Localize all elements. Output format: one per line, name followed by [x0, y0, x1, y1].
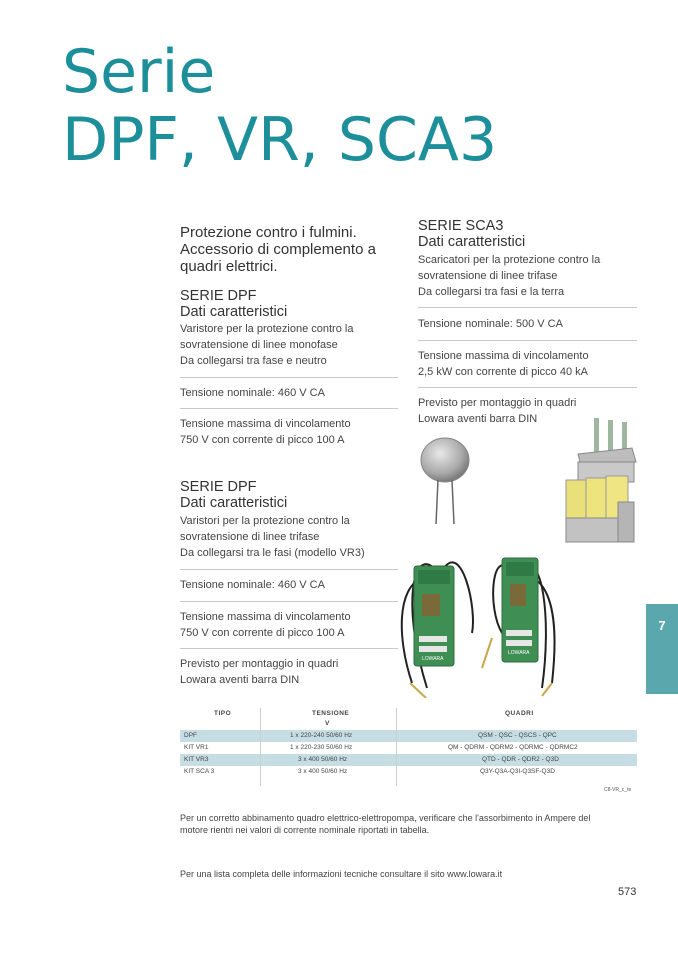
- title-line-1: Serie: [62, 37, 216, 107]
- vr-modules-image: [392, 548, 562, 698]
- footer-note: Per una lista completa delle informazioni tecniche consultare il sito www.lowara.it: [180, 869, 503, 879]
- table-row: DPF 1 x 220-240 50/60 Hz QSM - QSC - QSCS - QPC: [180, 730, 637, 742]
- sca3-max: Tensione massima di vincolamento 2,5 kW con corrente di picco 40 kA: [418, 350, 589, 378]
- dpf1-nominal: Tensione nominale: 460 V CA: [180, 387, 325, 399]
- chapter-number: 7: [658, 618, 666, 633]
- intro-text: Protezione contro i fulmini. Accessorio di complemento a quadri elettrici.: [180, 224, 376, 275]
- table-row: KIT SCA 3 3 x 400 50/60 Hz Q3Y-Q3A-Q3I-Q3SF-Q3D: [184, 768, 555, 775]
- table-row: KIT VR3 3 x 400 50/60 Hz QTD - QDR - QDR2 - Q3D: [180, 754, 637, 766]
- dpf2-nominal: Tensione nominale: 460 V CA: [180, 579, 325, 591]
- title-line-2: DPF, VR, SCA3: [62, 105, 498, 175]
- chapter-tab: [646, 604, 678, 694]
- sca3-description: Scaricatori per la protezione contro la sovratensione di linee trifase Da collegarsi tra fasi e la terra: [418, 254, 601, 298]
- divider: [180, 408, 398, 409]
- compatibility-table: [180, 706, 637, 778]
- table-divider: [396, 708, 397, 786]
- page-title: [62, 38, 497, 174]
- divider: [180, 601, 398, 602]
- col-tensione-unit: V: [325, 720, 330, 727]
- divider: [418, 307, 637, 308]
- sca3-nominal: Tensione nominale: 500 V CA: [418, 318, 563, 330]
- dpf2-mount: Previsto per montaggio in quadri Lowara aventi barra DIN: [180, 658, 339, 686]
- sca3-mount: Previsto per montaggio in quadri Lowara aventi barra DIN: [418, 397, 577, 425]
- page-number: 573: [618, 886, 637, 898]
- dpf2-max: Tensione massima di vincolamento 750 V con corrente di picco 100 A: [180, 611, 351, 639]
- sca3-din-module-image: [556, 418, 638, 550]
- divider: [418, 340, 637, 341]
- col-tensione-header: TENSIONE: [312, 710, 350, 717]
- table-row: KIT VR1 1 x 220-230 50/60 Hz QM - QDRM - QDRM2 - QDRMC - QDRMC2: [184, 744, 578, 751]
- col-quadri-header: QUADRI: [505, 710, 534, 717]
- compatibility-note: Per un corretto abbinamento quadro elettrico-elettropompa, verificare che l'assorbimento in Ampere del motore rientri nei valori di corrente nominale riportati in tabella.: [180, 813, 591, 835]
- module-brand-label: LOWARA: [508, 650, 530, 656]
- module-brand-label: LOWARA: [422, 656, 444, 662]
- col-tipo-header: TIPO: [214, 710, 232, 717]
- table-code: C8-VR_c_te: [604, 787, 632, 793]
- dpf1-description: Varistore per la protezione contro la sovratensione di linee monofase Da collegarsi tra fase e neutro: [180, 323, 354, 367]
- divider: [180, 648, 398, 649]
- sca3-heading: SERIE SCA3 Dati caratteristici: [418, 218, 526, 250]
- table-divider: [260, 708, 261, 786]
- dpf1-heading: SERIE DPF Dati caratteristici: [180, 288, 288, 320]
- table-header: [180, 706, 637, 730]
- dpf2-description: Varistori per la protezione contro la sovratensione di linee trifase Da collegarsi tra le fasi (modello VR3): [180, 515, 365, 559]
- divider: [418, 387, 637, 388]
- dpf1-max: Tensione massima di vincolamento 750 V con corrente di picco 100 A: [180, 418, 351, 446]
- divider: [180, 569, 398, 570]
- varistor-disc-image: [418, 436, 474, 526]
- dpf2-heading: SERIE DPF Dati caratteristici: [180, 479, 288, 511]
- divider: [180, 377, 398, 378]
